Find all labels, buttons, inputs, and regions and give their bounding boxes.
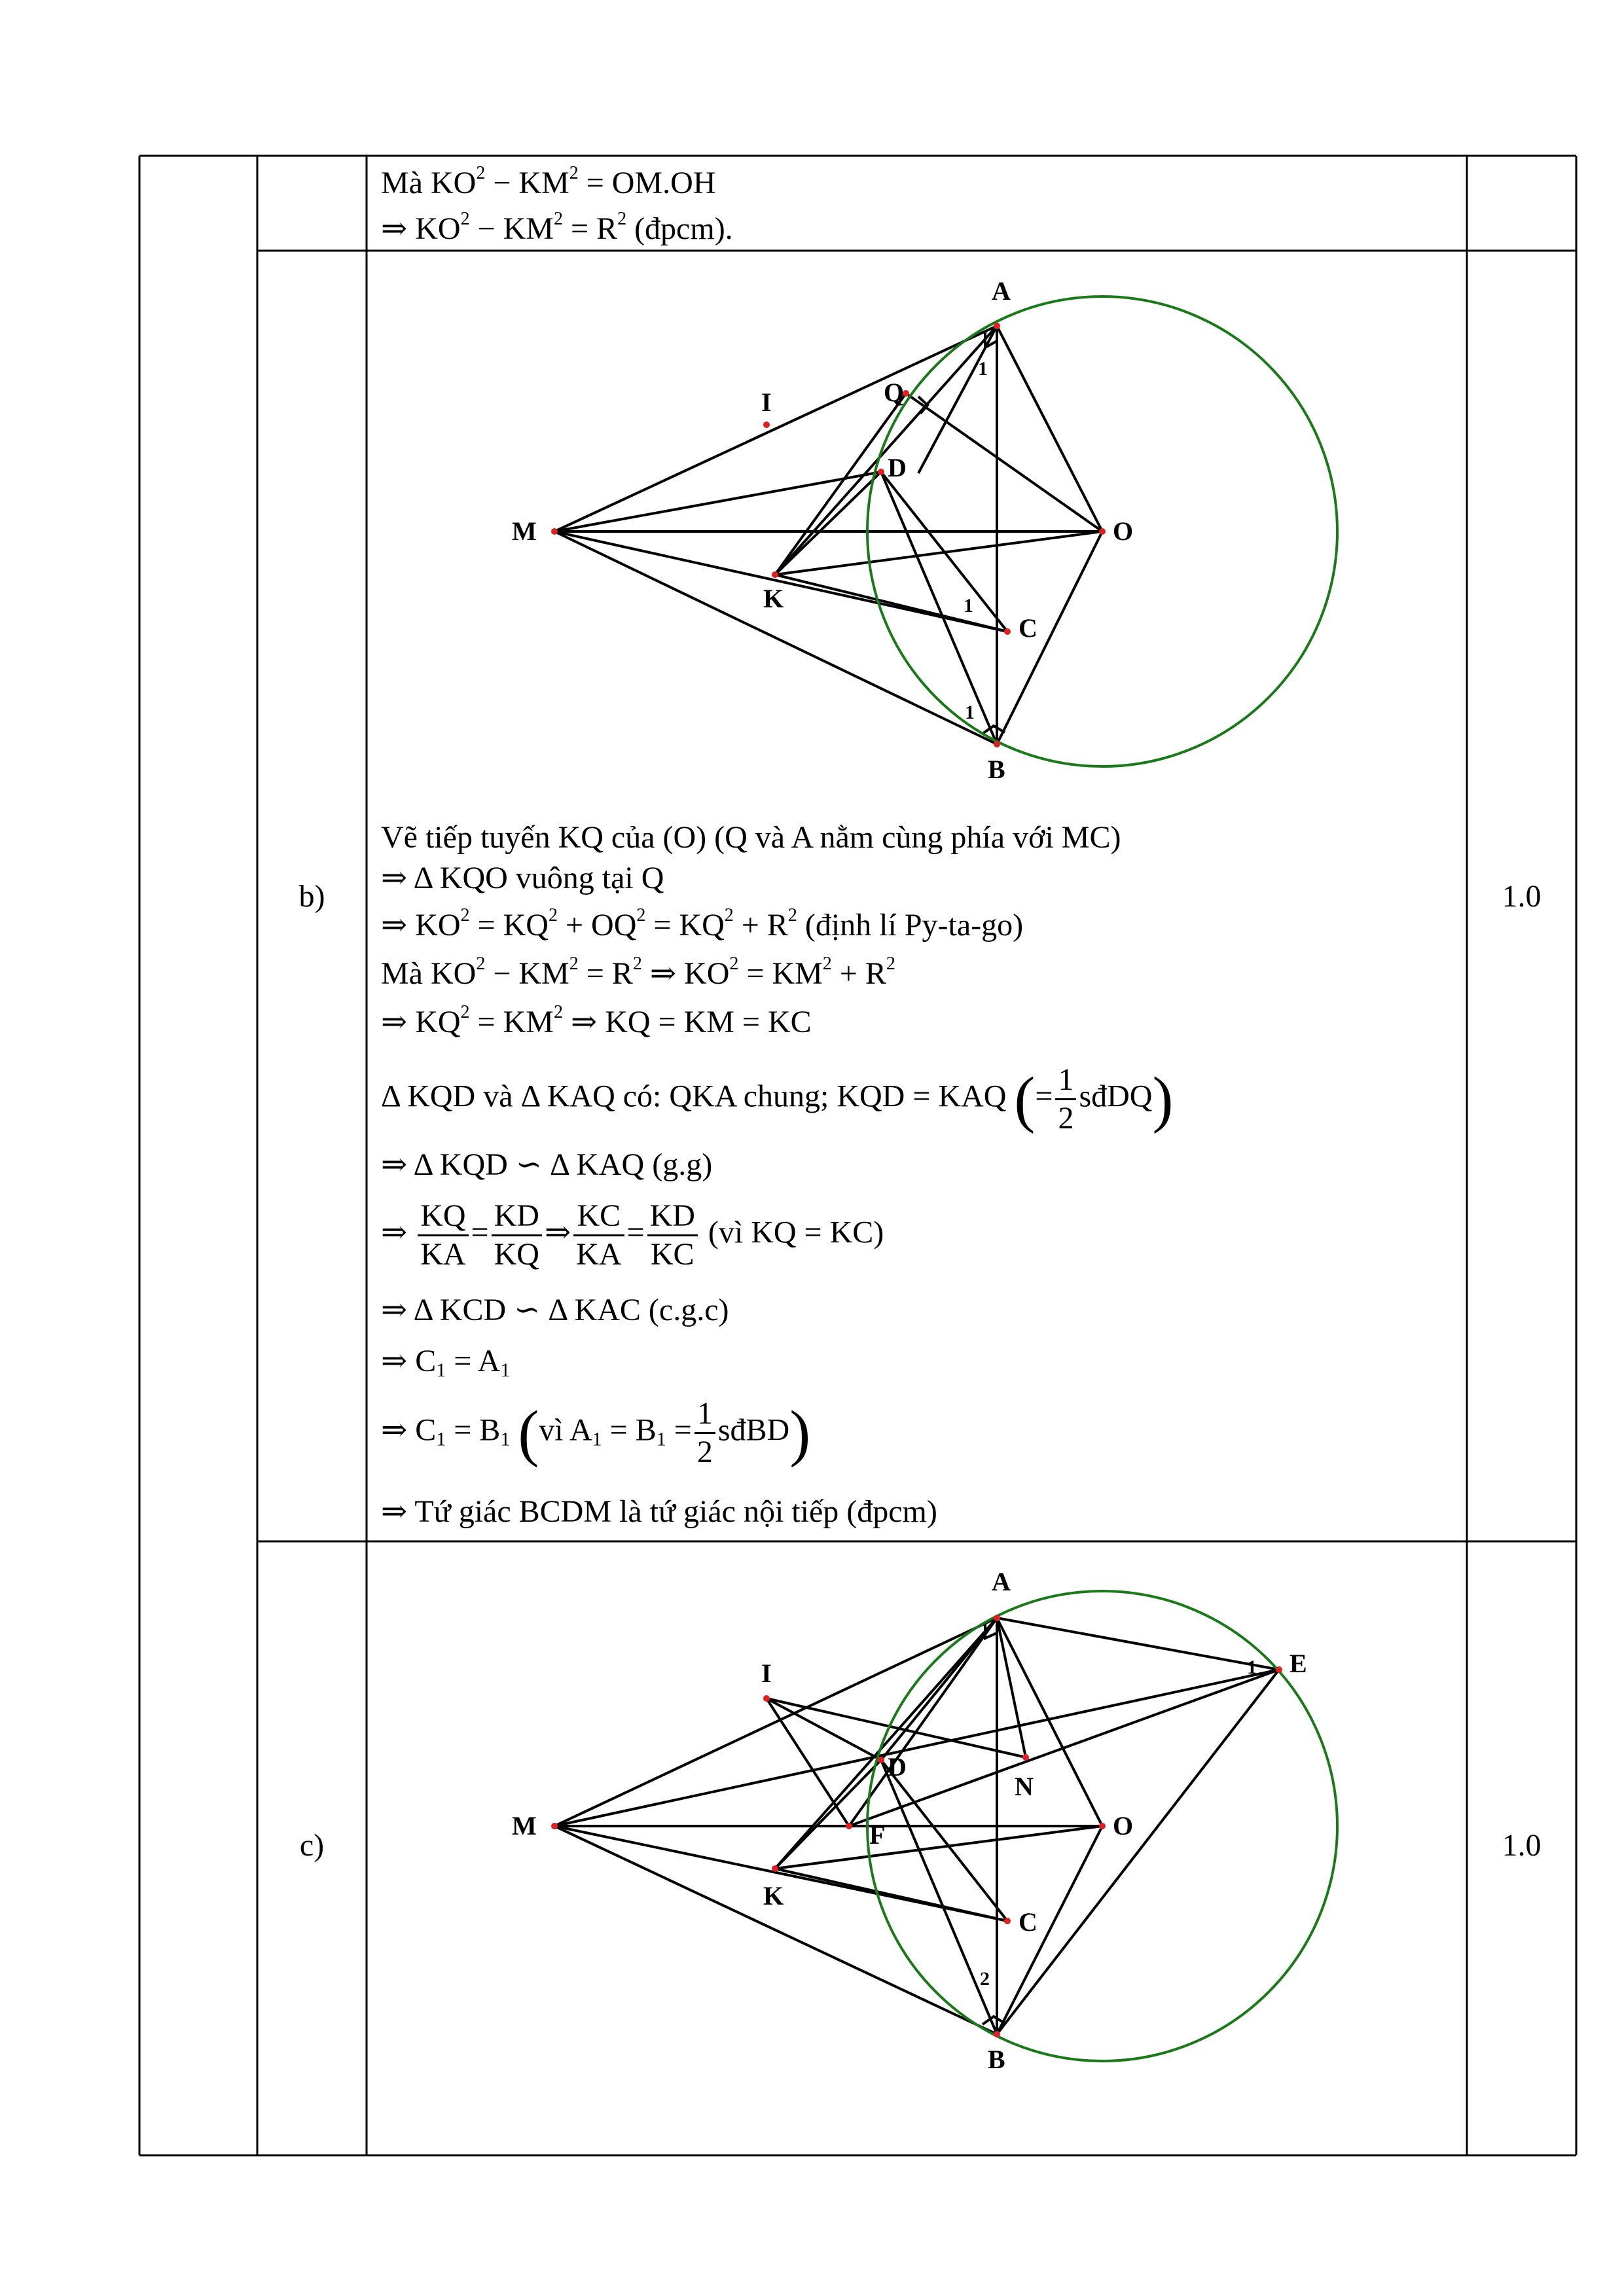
point-label-n: N: [1015, 1772, 1034, 1801]
point-label-c: C: [1019, 613, 1038, 643]
text: =: [471, 1215, 489, 1250]
fraction: [492, 1198, 542, 1273]
exponent: 2: [787, 905, 797, 925]
proof-line: [381, 1003, 812, 1042]
angle-label: 1: [964, 595, 973, 617]
numerator: KQ: [418, 1198, 468, 1236]
point-label-k: K: [763, 584, 784, 613]
text: =: [674, 1412, 692, 1448]
text: = R: [586, 956, 633, 991]
text: − KM: [493, 956, 569, 991]
angle-label: 2: [980, 1968, 990, 1990]
proof-line: ⇒ Tứ giác BCDM là tứ giác nội tiếp (đpcm): [381, 1494, 937, 1529]
fraction: [647, 1198, 698, 1273]
denominator: KC: [650, 1237, 695, 1272]
similar-symbol: ∽: [515, 1147, 542, 1182]
proof-line: [381, 906, 1023, 945]
proof-line: [381, 1198, 884, 1273]
text: − KM: [493, 166, 569, 200]
point-label-i: I: [761, 387, 772, 417]
point-label-b: B: [988, 2045, 1005, 2074]
fraction: [695, 1395, 715, 1471]
point-label-i: I: [761, 1659, 772, 1688]
exponent: 2: [553, 209, 563, 229]
text: ⇒: [381, 1215, 408, 1250]
point-label-f: F: [869, 1820, 886, 1850]
paren: (: [1014, 1064, 1036, 1134]
text: ⇒: [544, 1215, 571, 1250]
proof-line: Vẽ tiếp tuyến KQ của (O) (Q và A nằm cùng phía với MC): [381, 820, 1121, 855]
top-line-2: [381, 209, 733, 249]
text: ⇒ KO: [649, 956, 730, 991]
text: ⇒ KQ = KM = KC: [570, 1005, 812, 1039]
proof-line: [381, 954, 895, 994]
part-b-label: b): [298, 879, 325, 914]
exponent: 2: [724, 905, 734, 925]
fraction: [418, 1198, 468, 1273]
exponent: 2: [460, 905, 470, 925]
denominator: 2: [1058, 1101, 1074, 1136]
exponent: 2: [822, 954, 832, 974]
text: + OQ: [565, 908, 637, 942]
angle-label: 1: [965, 702, 975, 723]
proof-line: [381, 1395, 810, 1471]
point-label-m: M: [512, 1811, 537, 1840]
paren: (: [518, 1397, 539, 1468]
part-c-score: 1.0: [1502, 1828, 1542, 1863]
point-label-c: C: [1019, 1907, 1038, 1937]
paren: ): [789, 1397, 811, 1468]
exponent: 2: [460, 1002, 470, 1022]
exponent: 2: [886, 954, 895, 974]
exponent: 2: [476, 954, 486, 974]
denominator: KA: [576, 1237, 622, 1272]
text: = OM.OH: [586, 166, 716, 200]
subscript: 1: [592, 1428, 602, 1450]
paren: ): [1152, 1064, 1174, 1134]
text: vì A: [539, 1412, 592, 1448]
text: =: [626, 1215, 645, 1250]
text: ⇒ KO: [381, 211, 461, 246]
proof-line: [381, 1145, 712, 1185]
text: ⇒ C: [381, 1344, 437, 1378]
point-label-d: D: [888, 1752, 907, 1782]
text: ⇒ Δ KCD: [381, 1293, 507, 1327]
subscript: 1: [656, 1428, 666, 1450]
part-b-score: 1.0: [1502, 879, 1542, 914]
numerator: KD: [492, 1198, 542, 1236]
angle-label: 1: [1247, 1657, 1257, 1678]
text: + R: [839, 956, 886, 991]
text: = R: [570, 211, 618, 246]
exponent: 2: [636, 905, 646, 925]
text: ⇒ Δ KQD: [381, 1147, 508, 1182]
exponent: 2: [548, 905, 558, 925]
subscript: 1: [436, 1428, 446, 1450]
text: sđBD: [717, 1412, 790, 1448]
proof-line: [381, 1291, 729, 1330]
numerator: KC: [573, 1198, 624, 1236]
text: Δ KAC (c.g.c): [548, 1293, 729, 1327]
point-label-a: A: [992, 276, 1011, 306]
numerator: 1: [1055, 1062, 1076, 1100]
proof-line: [381, 1342, 510, 1381]
subscript: 1: [500, 1359, 511, 1381]
numerator: 1: [695, 1395, 715, 1434]
text: (vì KQ = KC): [708, 1215, 884, 1250]
text: Mà KO: [381, 956, 477, 991]
exponent: 2: [476, 163, 486, 183]
fraction: [573, 1198, 624, 1273]
text: = A: [454, 1344, 501, 1378]
geometry-figure-c: [367, 1541, 1467, 2155]
top-line-1: [381, 164, 715, 203]
denominator: 2: [696, 1435, 713, 1469]
point-label-e: E: [1290, 1649, 1307, 1678]
exponent: 2: [553, 1002, 563, 1022]
point-label-a: A: [992, 1567, 1011, 1596]
text: = KQ: [477, 908, 549, 942]
point-label-o: O: [1113, 516, 1134, 546]
fraction: [1055, 1062, 1076, 1137]
text: sđDQ: [1079, 1079, 1153, 1114]
exponent: 2: [617, 209, 627, 229]
exponent: 2: [632, 954, 642, 974]
point-label-k: K: [763, 1881, 784, 1910]
geometry-figure-b: [367, 251, 1467, 807]
exponent: 2: [729, 954, 739, 974]
point-label-q: Q: [884, 378, 905, 407]
denominator: KA: [420, 1237, 466, 1272]
text: Δ KAQ (g.g): [550, 1147, 713, 1182]
angle-label: 1: [978, 358, 988, 380]
text: ⇒ C: [381, 1412, 437, 1448]
text: = B: [609, 1412, 657, 1448]
numerator: KD: [647, 1198, 698, 1236]
proof-line: [381, 1062, 1173, 1137]
text: (định lí Py-ta-go): [804, 908, 1024, 942]
subscript: 1: [436, 1359, 446, 1381]
exponent: 2: [569, 954, 579, 974]
exponent: 2: [569, 163, 579, 183]
text: ⇒ KO: [381, 908, 461, 942]
text: (đpcm).: [634, 211, 733, 246]
text: = B: [454, 1412, 501, 1448]
text: = KM: [746, 956, 823, 991]
exponent: 2: [460, 209, 470, 229]
denominator: KQ: [494, 1237, 539, 1272]
text: KO: [430, 166, 477, 200]
text: =: [1035, 1079, 1053, 1114]
text: − KM: [477, 211, 554, 246]
point-label-o: O: [1113, 1811, 1134, 1840]
subscript: 1: [500, 1428, 511, 1450]
text: ⇒ KQ: [381, 1005, 461, 1039]
text: = KM: [477, 1005, 554, 1039]
text: Δ KQD và Δ KAQ có: QKA chung; KQD = KAQ: [381, 1079, 1007, 1114]
text: + R: [741, 908, 788, 942]
similar-symbol: ∽: [514, 1293, 541, 1327]
part-c-label: c): [299, 1828, 325, 1863]
text: Mà: [381, 166, 423, 200]
text: = KQ: [653, 908, 725, 942]
proof-line: ⇒ Δ KQO vuông tại Q: [381, 861, 664, 895]
point-label-b: B: [988, 755, 1005, 784]
point-label-d: D: [888, 453, 907, 482]
point-label-m: M: [512, 516, 537, 546]
